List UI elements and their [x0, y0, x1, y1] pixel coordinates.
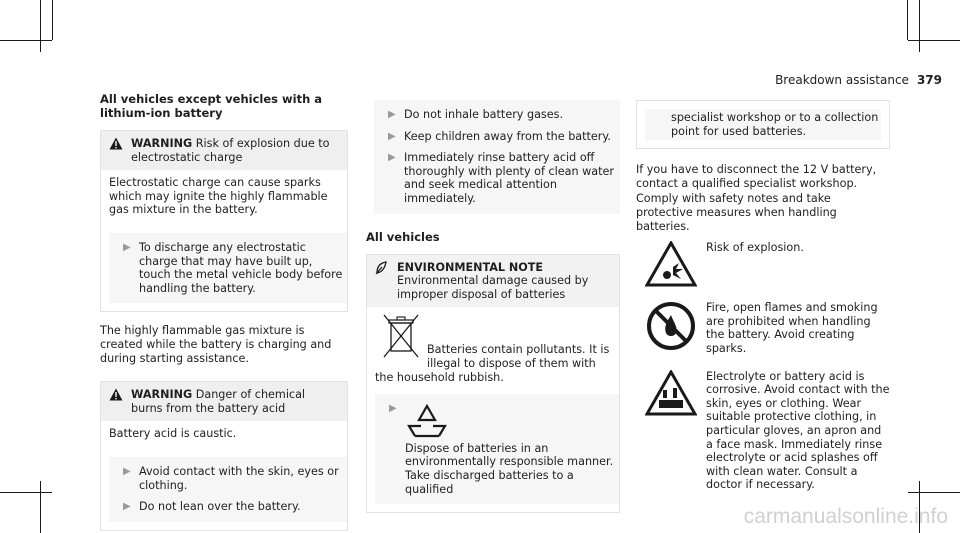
note-body-text: Batteries contain pollutants. It is illegal to dispose of them with the household rubbish. — [375, 343, 610, 384]
warning-triangle-icon — [109, 137, 131, 164]
crop-mark — [919, 0, 920, 52]
section-heading: All vehicles except vehicles with a lithium-ion battery — [100, 92, 323, 120]
list-item-text: Avoid contact with the skin, eyes or clothing. — [139, 464, 339, 492]
warning-box-explosion — [100, 130, 348, 312]
no-fire-icon — [636, 301, 706, 351]
warning-label: WARNING — [131, 137, 193, 150]
list-item — [374, 147, 620, 209]
list-item-text: Immediately rinse battery acid off thoroughly with plenty of clean water and seek medical attention immediately. — [404, 151, 614, 205]
bullet-list — [109, 233, 347, 303]
arrow-bullet-icon: ▶ — [123, 501, 131, 513]
arrow-bullet-icon: ▶ — [388, 152, 396, 164]
crop-mark — [40, 0, 41, 52]
crop-mark — [908, 40, 960, 41]
crop-mark — [0, 492, 52, 493]
symbol-row-explosion — [636, 241, 890, 287]
symbol-text: Risk of explosion. — [706, 241, 804, 255]
crop-mark — [907, 0, 908, 40]
bullet-continuation — [645, 109, 881, 140]
symbol-row-fire — [636, 301, 890, 355]
section-heading: All vehicles — [366, 229, 440, 244]
column-3 — [636, 100, 890, 506]
list-item — [109, 237, 347, 299]
list-item-text: To discharge any electrostatic charge that may have built up, touch the metal vehicle body before handling the battery. — [139, 240, 343, 295]
warning-title: Risk of explosion due to electrostatic charge — [131, 137, 330, 164]
crop-mark — [52, 0, 53, 40]
column-1 — [100, 92, 348, 531]
warning-label: WARNING — [131, 388, 193, 402]
list-item — [109, 461, 347, 496]
continued-text: specialist workshop or to a collection point for used batteries. — [671, 111, 879, 138]
arrow-bullet-icon: ▶ — [123, 241, 131, 253]
continued-note-box — [636, 100, 890, 149]
recycling-icon — [405, 402, 615, 446]
watermark: carmanualsonline.info — [743, 505, 948, 528]
symbol-row-corrosive — [636, 370, 890, 492]
symbol-list — [636, 241, 890, 492]
warning-header — [101, 131, 347, 170]
leaf-icon — [375, 261, 397, 302]
arrow-bullet-icon: ▶ — [389, 403, 397, 415]
body-text — [636, 163, 890, 233]
list-item — [374, 104, 620, 126]
list-item-text: Keep children away from the battery. — [404, 129, 611, 143]
arrow-bullet-icon: ▶ — [388, 109, 396, 120]
explosion-warning-icon — [636, 241, 706, 287]
environmental-note-box — [366, 254, 620, 514]
warning-box-chemical-burns — [100, 381, 348, 531]
page-number: 379 — [916, 73, 942, 87]
crossed-out-bin-icon — [381, 313, 421, 363]
warning-body: Electrostatic charge can cause sparks which may ignite the highly flammable gas mixture in the battery. — [109, 176, 328, 217]
warning-title: Danger of chemical burns from the battery acid — [131, 388, 306, 415]
bullet-list — [375, 394, 619, 504]
list-item — [109, 496, 347, 518]
list-item — [375, 398, 619, 500]
arrow-bullet-icon: ▶ — [388, 130, 396, 142]
note-title: Environmental damage caused by improper disposal of batteries — [397, 274, 589, 301]
list-item-text: Do not lean over the battery. — [139, 500, 301, 514]
note-label: ENVIRONMENTAL NOTE — [397, 260, 544, 274]
bullet-list — [374, 100, 620, 214]
crop-mark — [40, 481, 41, 533]
note-header — [367, 255, 619, 308]
section-title: Breakdown assistance — [775, 73, 909, 87]
column-2 — [366, 100, 620, 513]
bullet-list — [109, 457, 347, 522]
list-item-text: Do not inhale battery gases. — [404, 108, 564, 121]
list-item — [374, 126, 620, 148]
warning-header — [101, 382, 347, 421]
corrosive-warning-icon — [636, 370, 706, 416]
warning-triangle-icon — [109, 388, 131, 415]
body-paragraph: The highly flammable gas mixture is created while the battery is charging and during starting assistance. — [100, 324, 332, 365]
page-header — [775, 73, 942, 87]
arrow-bullet-icon: ▶ — [123, 465, 131, 477]
symbol-text: Electrolyte or battery acid is corrosive. Avoid contact with the skin, eyes or clothing. Wear suitable protective clothing, in particular gloves, an apron and a face mask. Immediately rinse electrolyte or acid splashes off with clean water. Consult a doctor if necessary. — [706, 369, 890, 492]
body-paragraph: Comply with safety notes and take protective measures when handling batteries. — [636, 192, 837, 233]
crop-mark — [908, 492, 960, 493]
note-body — [367, 307, 619, 392]
crop-mark — [0, 40, 52, 41]
body-paragraph: If you have to disconnect the 12 V battery, contact a qualified specialist workshop. — [636, 163, 877, 190]
symbol-text: Fire, open flames and smoking are prohibited when handling the battery. Avoid creating sparks. — [706, 301, 878, 355]
list-item-text: Dispose of batteries in an environmentally responsible manner. Take discharged batteries to a qualified — [405, 441, 614, 496]
warning-body: Battery acid is caustic. — [109, 427, 237, 441]
